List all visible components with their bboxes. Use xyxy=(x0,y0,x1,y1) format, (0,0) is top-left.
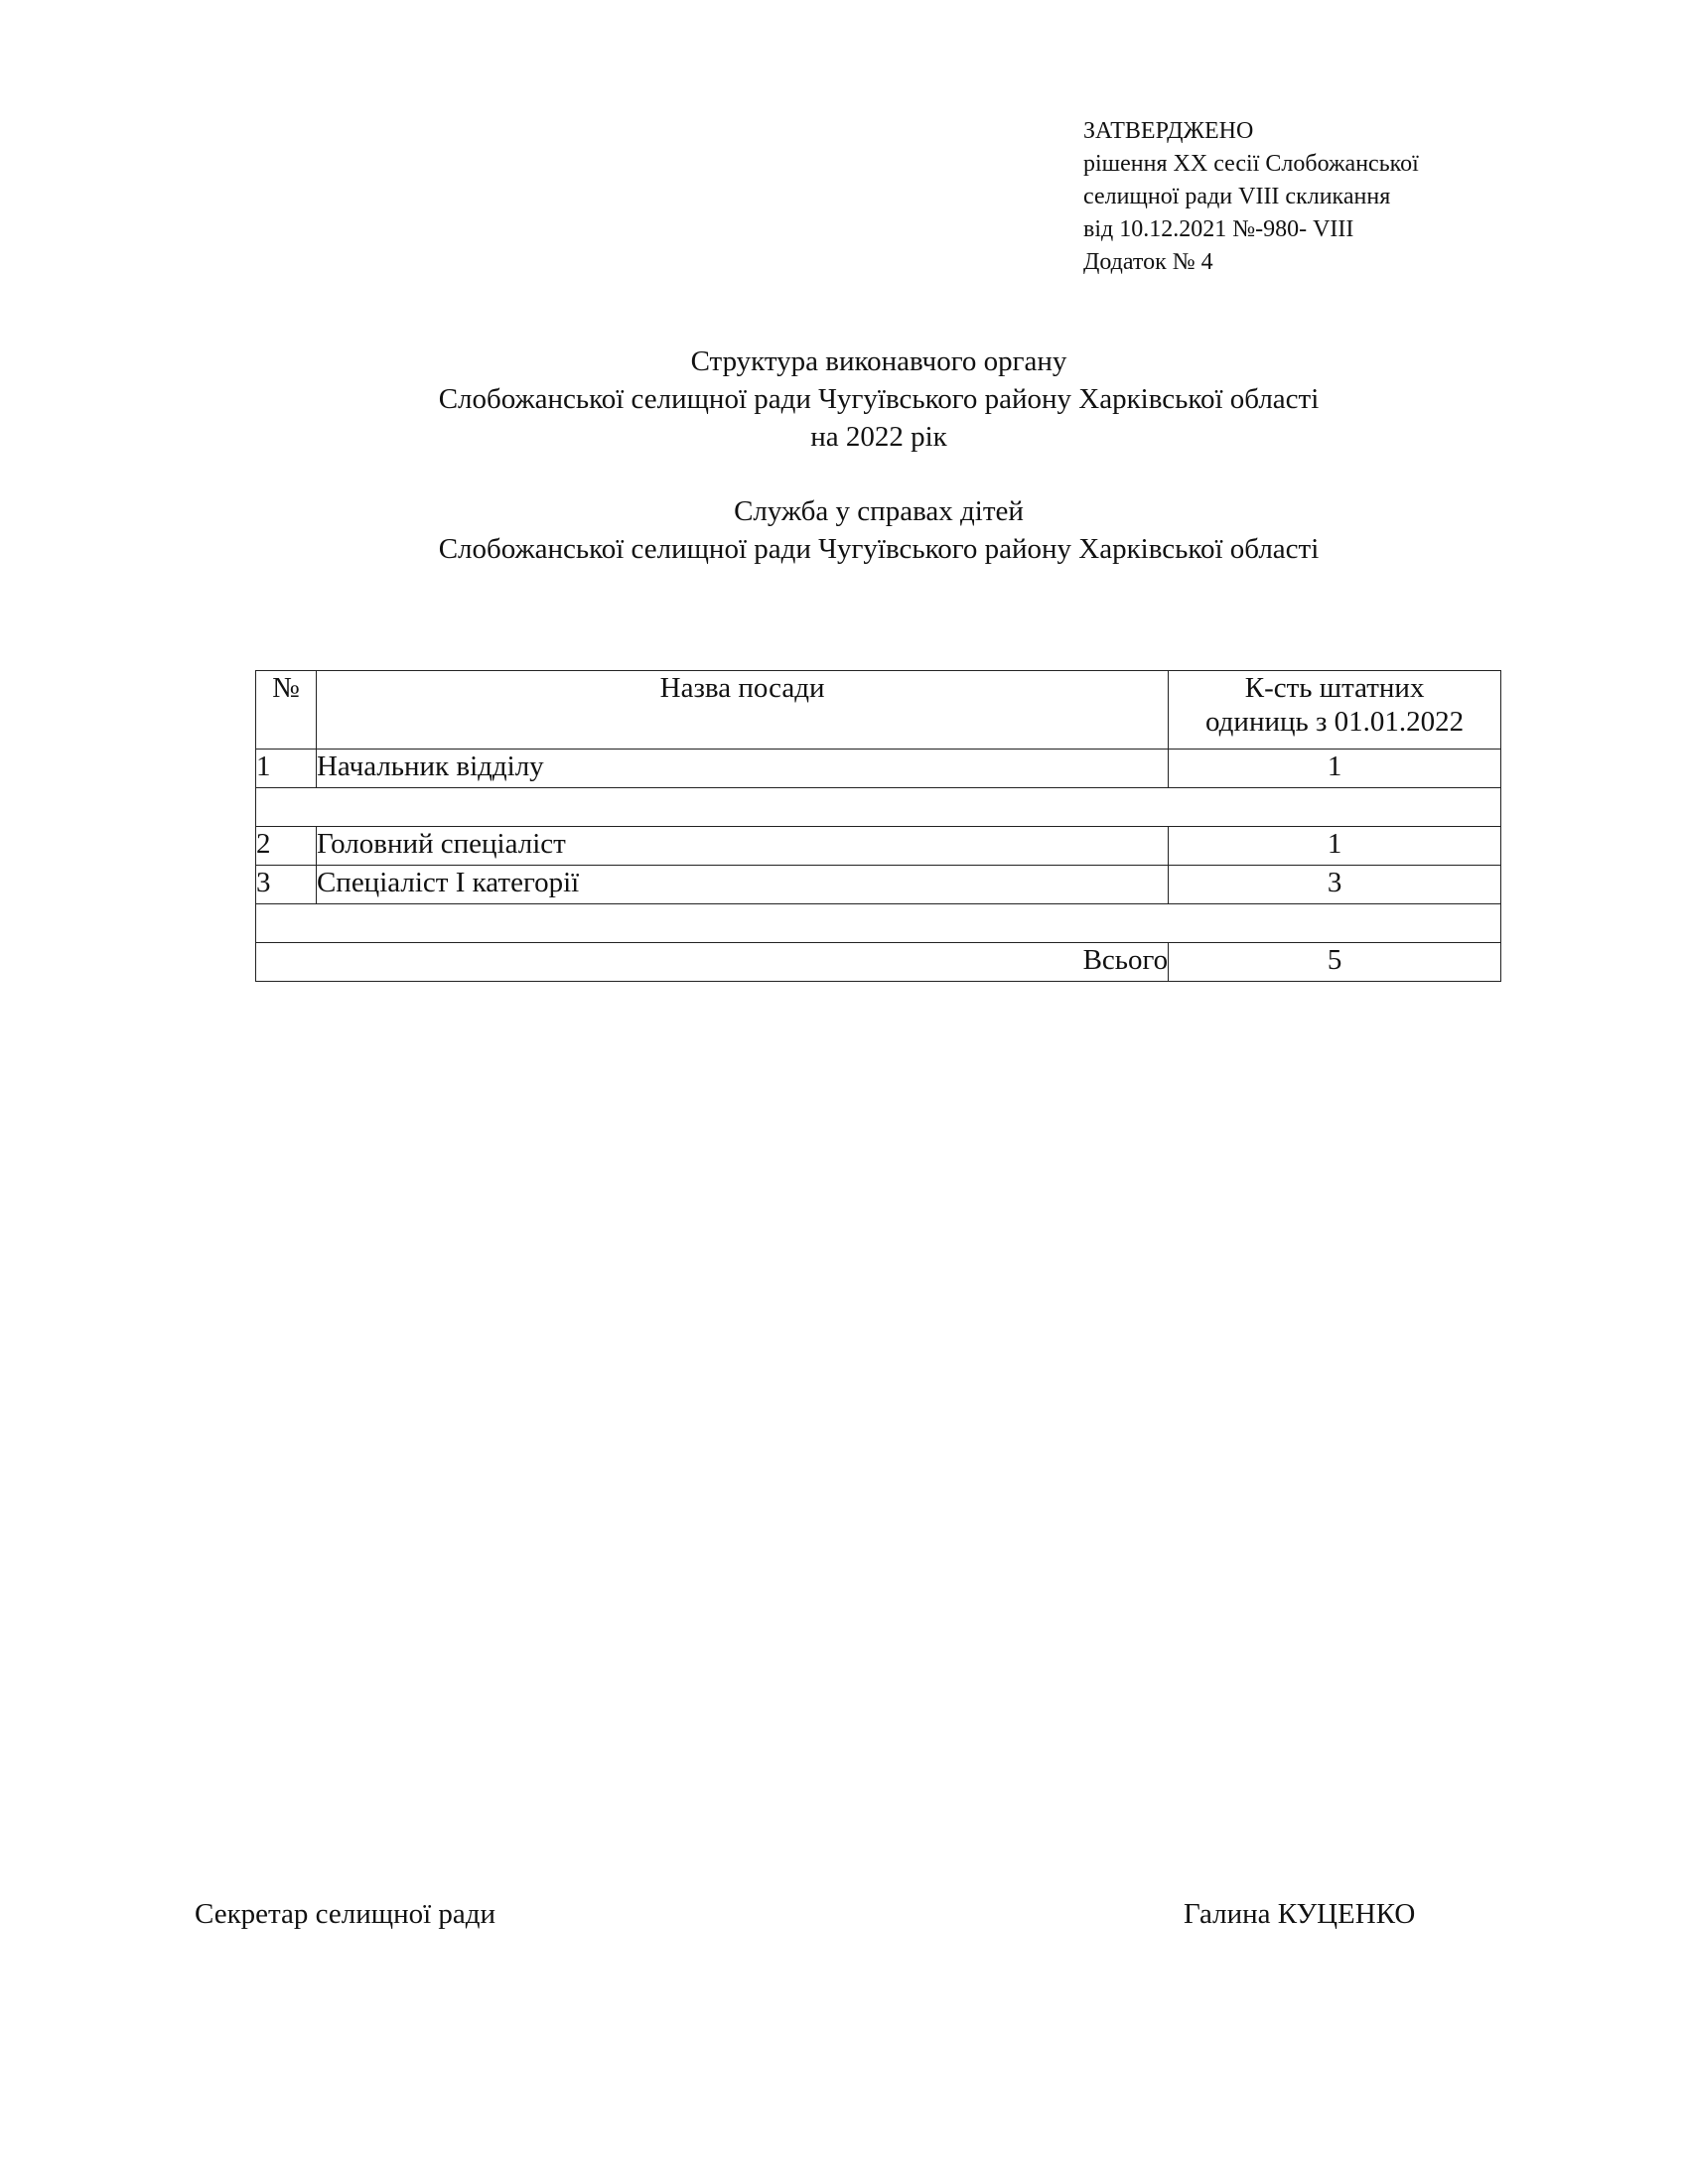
title-line: Структура виконавчого органу xyxy=(690,345,1067,377)
row-position-name: Начальник відділу xyxy=(316,750,1168,788)
empty-cell xyxy=(256,788,1501,827)
staff-table xyxy=(255,670,1501,982)
table-row xyxy=(256,866,1501,904)
signatory-position: Секретар селищної ради xyxy=(195,1898,496,1930)
signatory-name: Галина КУЦЕНКО xyxy=(1184,1898,1416,1930)
row-number: 2 xyxy=(256,827,317,866)
header-staff-count-line1: К-сть штатних xyxy=(1244,672,1425,704)
approval-line: селищної ради VIII скликання xyxy=(1083,184,1391,209)
title-line: Слобожанської селищної ради Чугуївського району Харківської області xyxy=(438,383,1320,415)
table-header-row xyxy=(256,671,1501,750)
table-total-row xyxy=(256,943,1501,982)
row-position-name: Спеціаліст I категорії xyxy=(316,866,1168,904)
total-label: Всього xyxy=(256,943,1169,982)
approval-stamp xyxy=(1083,115,1419,279)
header-position-name: Назва посади xyxy=(316,671,1168,750)
table-empty-row xyxy=(256,904,1501,943)
row-staff-count: 1 xyxy=(1169,827,1501,866)
approval-line: Додаток № 4 xyxy=(1083,249,1213,275)
header-staff-count xyxy=(1169,671,1501,750)
table-empty-row xyxy=(256,788,1501,827)
table-row xyxy=(256,827,1501,866)
table-row xyxy=(256,750,1501,788)
header-number: № xyxy=(256,671,317,750)
approval-line: ЗАТВЕРДЖЕНО xyxy=(1083,118,1254,144)
row-position-name: Головний спеціаліст xyxy=(316,827,1168,866)
subtitle-line: Служба у справах дітей xyxy=(734,495,1024,527)
header-staff-count-line2: одиниць з 01.01.2022 xyxy=(1205,706,1465,738)
empty-cell xyxy=(256,904,1501,943)
row-staff-count: 1 xyxy=(1169,750,1501,788)
row-number: 1 xyxy=(256,750,317,788)
document-subtitle xyxy=(0,492,1688,568)
document-title xyxy=(0,342,1688,456)
approval-line: рішення XX сесії Слобожанської xyxy=(1083,151,1419,177)
total-staff-count: 5 xyxy=(1169,943,1501,982)
subtitle-line: Слобожанської селищної ради Чугуївського району Харківської області xyxy=(438,533,1320,565)
row-staff-count: 3 xyxy=(1169,866,1501,904)
row-number: 3 xyxy=(256,866,317,904)
title-line: на 2022 рік xyxy=(810,421,947,453)
approval-line: від 10.12.2021 №-980- VIII xyxy=(1083,216,1354,242)
